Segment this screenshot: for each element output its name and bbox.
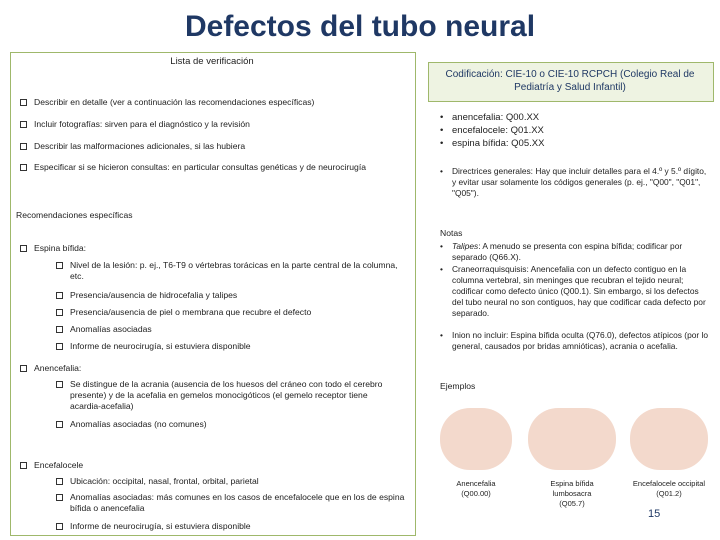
note-item: • Inion no incluir: Espina bífida oculta (Q76.0), defectos atípicos (por lo general, causados por bridas amnióticas), acrania o acefalia. (440, 330, 712, 352)
espina-bifida-photo (528, 408, 616, 470)
encefalocele-item: Anomalías asociadas: más comunes en los casos de encefalocele que en los de espina bífida o anencefalia (56, 492, 408, 514)
checkbox-icon (56, 381, 63, 388)
anencefalia-item: Se distingue de la acrania (ausencia de los huesos del cráneo con todo el cerebro presente) y de la acefalia en gemelos monocigóticos (el gemelo receptor tiene acardia-acefalia) (56, 379, 401, 412)
notes-label: Notas (440, 228, 463, 238)
checkbox-icon (56, 421, 63, 428)
example-caption: Espina bífida lumbosacra (Q05.7) (550, 479, 594, 508)
checkbox-icon (56, 523, 63, 530)
code-item: • encefalocele: Q01.XX (440, 125, 710, 137)
encefalocele-item: Informe de neurocirugía, si estuviera disponible (56, 521, 408, 532)
checklist-item: Incluir fotografías: sirven para el diagnóstico y la revisión (20, 119, 410, 130)
encefalocele-photo (630, 408, 708, 470)
page-number: 15 (648, 508, 661, 520)
checklist-item: Especificar si se hicieron consultas: en particular consultas genéticas y de neurocirugía (20, 162, 370, 173)
checkbox-icon (20, 99, 27, 106)
coding-title: Codificación: CIE-10 o CIE-10 RCPCH (Colegio Real de Pediatría y Salud Infantil) (445, 69, 695, 93)
encefalocele-label: Encefalocele (20, 460, 400, 471)
code-item: • espina bífida: Q05.XX (440, 138, 710, 150)
checkbox-icon (20, 365, 27, 372)
anencefalia-item: Anomalías asociadas (no comunes) (56, 419, 408, 430)
recommendations-heading: Recomendaciones específicas (16, 210, 133, 220)
espina-bifida-item: Presencia/ausencia de piel o membrana que recubre el defecto (56, 307, 408, 318)
checklist-heading: Lista de verificación (170, 56, 254, 67)
note-item: • Talipes: A menudo se presenta con espina bífida; codificar por separado (Q66.X). (440, 241, 712, 263)
code-item: • anencefalia: Q00.XX (440, 112, 710, 124)
encefalocele-item: Ubicación: occipital, nasal, frontal, orbital, parietal (56, 476, 408, 487)
checklist-item: Describir en detalle (ver a continuación las recomendaciones específicas) (20, 97, 410, 108)
espina-bifida-item: Anomalías asociadas (56, 324, 408, 335)
checkbox-icon (56, 326, 63, 333)
checkbox-icon (20, 143, 27, 150)
checkbox-icon (56, 478, 63, 485)
page-title: Defectos del tubo neural (184, 10, 536, 43)
checklist-item: Describir las malformaciones adicionales, si las hubiera (20, 141, 410, 152)
checkbox-icon (20, 121, 27, 128)
note-item: • Craneorraquisquisis: Anencefalia con un defecto contiguo en la columna vertebral, sin meninges que recubran el tejido neural; codificar como defecto único (Q00.1). Sin embargo, si los defectos del tubo neural no son contiguos, hay que codificar cada defecto por separado. (440, 264, 712, 319)
checkbox-icon (20, 462, 27, 469)
espina-bifida-item: Nivel de la lesión: p. ej., T6-T9 o vértebras torácicas en la parte central de la columna, etc. (56, 260, 408, 282)
example-caption: Anencefalia (Q00.00) (456, 479, 496, 498)
example-caption: Encefalocele occipital (Q01.2) (632, 479, 706, 498)
espina-bifida-item: Informe de neurocirugía, si estuviera disponible (56, 341, 408, 352)
checkbox-icon (20, 245, 27, 252)
checkbox-icon (56, 292, 63, 299)
general-directive: • Directrices generales: Hay que incluir detalles para el 4.º y 5.º dígito, y evitar usar solamente los códigos generales (p. ej., "Q00", "Q01", "Q05"). (440, 166, 712, 199)
checkbox-icon (56, 343, 63, 350)
checkbox-icon (20, 164, 27, 171)
examples-label: Ejemplos (440, 381, 476, 391)
checkbox-icon (56, 494, 63, 501)
espina-bifida-item: Presencia/ausencia de hidrocefalia y talipes (56, 290, 408, 301)
checkbox-icon (56, 309, 63, 316)
espina-bifida-label: Espina bífida: (20, 243, 400, 254)
anencefalia-label: Anencefalia: (20, 363, 400, 374)
anencefalia-photo (440, 408, 512, 470)
checkbox-icon (56, 262, 63, 269)
